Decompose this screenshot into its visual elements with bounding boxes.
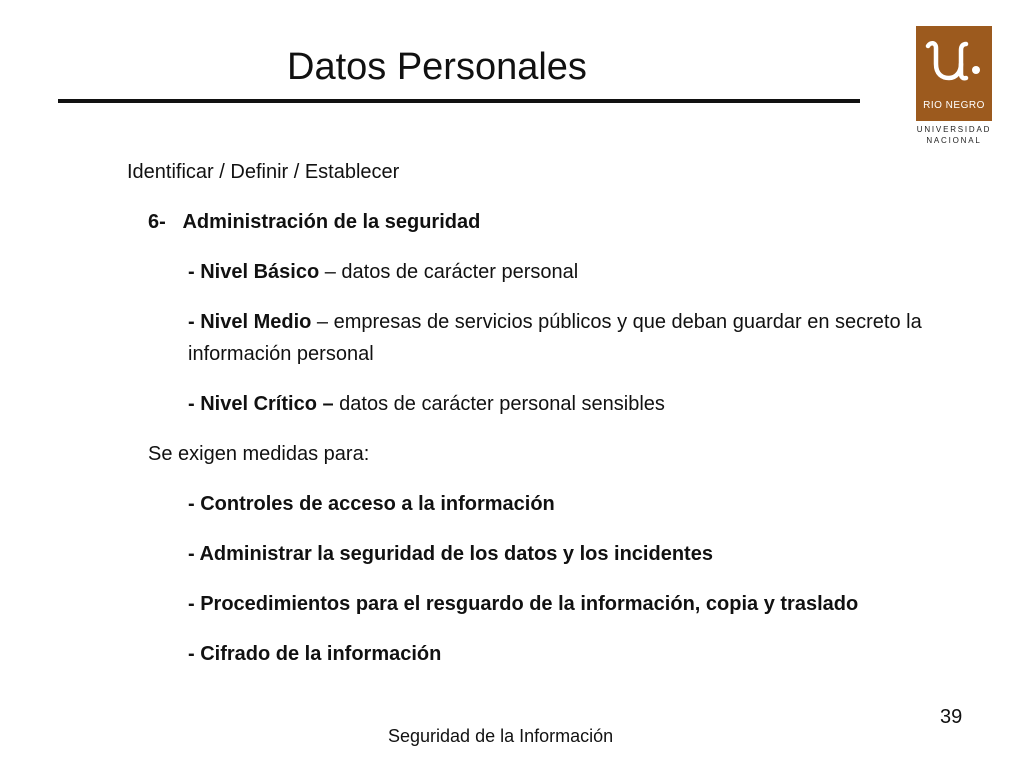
level-name: - Nivel Básico: [188, 261, 320, 283]
measure-item: - Controles de acceso a la información: [188, 493, 555, 515]
measures-intro: Se exigen medidas para:: [148, 443, 370, 465]
level-separator: –: [311, 311, 334, 333]
measure-item: - Administrar la seguridad de los datos y los incidentes: [188, 543, 713, 565]
level-separator: –: [316, 393, 340, 415]
level-description: empresas de servicios públicos y que deban guardar en secreto la información personal: [188, 311, 922, 365]
logo-institution-name: [916, 124, 992, 146]
title-underline: [58, 99, 860, 103]
section-heading: [148, 210, 480, 234]
section-number: 6-: [148, 211, 166, 233]
section-label: Administración de la seguridad: [182, 211, 481, 233]
measure-item: - Procedimientos para el resguardo de la información, copia y traslado: [188, 593, 859, 615]
slide-title: Datos Personales: [287, 46, 587, 88]
university-logo: [916, 26, 992, 147]
logo-universidad: UNIVERSIDAD: [916, 125, 992, 134]
level-description: datos de carácter personal: [341, 261, 579, 283]
logo-badge: [916, 26, 992, 121]
page-number: 39: [940, 706, 963, 728]
level-name: - Nivel Medio: [188, 311, 312, 333]
logo-nacional: NACIONAL: [926, 136, 982, 145]
level-name: - Nivel Crítico: [188, 393, 317, 415]
level-item: [188, 260, 578, 284]
measure-item: - Cifrado de la información: [188, 643, 442, 665]
slide-footer: Seguridad de la Información: [388, 726, 614, 746]
level-item: [188, 306, 1008, 370]
level-item: [188, 392, 665, 416]
logo-u-mark-icon: [916, 30, 992, 90]
level-description: datos de carácter personal sensibles: [339, 393, 665, 415]
logo-rio-negro: RIO NEGRO: [923, 100, 985, 111]
slide-subtitle: Identificar / Definir / Establecer: [127, 161, 400, 183]
level-separator: –: [319, 261, 342, 283]
